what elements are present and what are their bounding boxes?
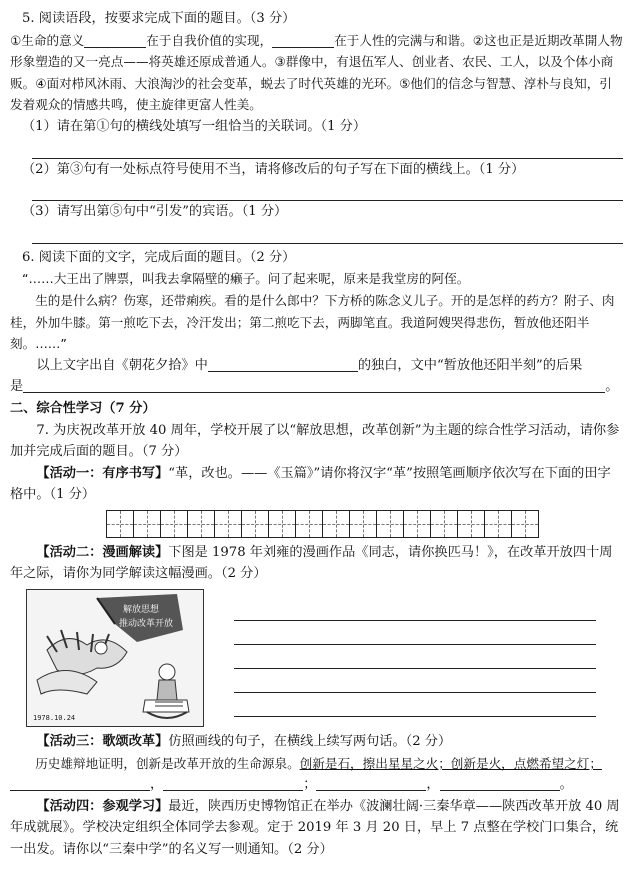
cartoon-drawing (27, 590, 203, 726)
q5-sub1: （1）请在第①句的横线处填写一组恰当的关联词。（1 分） (22, 118, 367, 134)
grid-cell[interactable] (458, 510, 485, 538)
grid-cell[interactable] (106, 510, 134, 538)
cartoon-image (26, 589, 204, 727)
grid-cell[interactable] (215, 510, 242, 538)
cartoon-row (10, 589, 623, 727)
answer-line[interactable] (234, 621, 596, 645)
q5-passage (10, 30, 623, 116)
grid-cell[interactable] (242, 510, 269, 538)
answer-blank[interactable] (84, 32, 146, 48)
grid-cell[interactable] (296, 510, 323, 538)
cartoon-banner-text: 推动改革开放 (119, 619, 174, 630)
answer-blank[interactable] (208, 356, 358, 372)
grid-cell[interactable] (134, 510, 161, 538)
grid-cell[interactable] (323, 510, 350, 538)
activity-3-intro: 历史雄辩地证明，创新是改革开放的生命源泉。 (35, 755, 300, 771)
answer-blank[interactable] (272, 32, 334, 48)
grid-cell[interactable] (512, 510, 539, 538)
q6-heading: 6. 阅读下面的文字，完成后面的题目。（2 分） (22, 249, 296, 265)
q6-question (10, 355, 623, 377)
cartoon-date: 1978.10.24 (33, 714, 76, 723)
grid-cell[interactable] (377, 510, 404, 538)
activity-2-text: 下图是 1978 年刘雍的漫画作品《同志，请你换匹马！》，在改革开放四十周年之际，请你为同学解读这幅漫画。（2 分） (10, 544, 613, 582)
q5-heading: 5. 阅读语段，按要求完成下面的题目。（3 分） (22, 11, 296, 26)
activity-1 (10, 463, 623, 506)
grid-cell[interactable] (485, 510, 512, 538)
q5-sub3: （3）请写出第⑤句中“引发”的宾语。（1 分） (22, 204, 288, 220)
tianzige-grid[interactable] (106, 510, 623, 538)
grid-cell[interactable] (431, 510, 458, 538)
q6-question-part1: 以上文字出自《朝花夕拾》中 (36, 357, 208, 373)
activity-2-label: 【活动二：漫画解读】 (36, 544, 169, 560)
answer-line[interactable] (32, 180, 623, 201)
activity-3-text: 仿照画线的句子，在横线上续写两句话。（2 分） (168, 734, 452, 750)
q6-question-end: 。 (605, 379, 619, 395)
activity-1-label: 【活动一：有序书写】 (36, 465, 169, 481)
activity-3 (10, 731, 623, 753)
activity-3-blanks: ， ； ， 。 (10, 774, 623, 796)
activity-1-text: “革，改也。——《玉篇》”请你将汉字“革”按照笔画顺序依次写在下面的田字格中。（1 分） (10, 465, 611, 503)
q6-question-cont (10, 376, 623, 398)
answer-line[interactable] (32, 138, 623, 159)
answer-blank[interactable] (163, 775, 303, 791)
answer-line[interactable] (234, 693, 596, 717)
activity-4-label: 【活动四：参观学习】 (36, 798, 169, 814)
answer-blank[interactable] (10, 775, 150, 791)
activity-2 (10, 542, 623, 585)
q6-passage-2: 生的是什么病？伤寒，还带痢疾。看的是什么郎中？下方桥的陈念义儿子。开的是怎样的药方？附子、肉桂，外加牛膝。第一煎吃下去，冷汗发出；第二煎吃下去，两脚笔直。我道阿嫂哭得悲伤，暂放他还阳半刻。……” (10, 292, 615, 352)
grid-cell[interactable] (188, 510, 215, 538)
answer-line[interactable] (234, 669, 596, 693)
cartoon-banner-text: 解放思想 (123, 605, 160, 616)
activity-4-text: 最近，陕西历史博物馆正在举办《波澜壮阔·三秦华章——陕西改革开放 40 周年成就展》。学校决定组织全体同学去参观。定于 2019 年 3 月 20 日，早上 7 点整在学校门口集合，统一出发。请你以“三秦中学”的名义写一则通知。（2 分） (10, 798, 620, 858)
q6-passage-1: “……大王出了牌票，叫我去拿隔壁的癞子。问了起来呢，原来是我堂房的阿侄。 (22, 271, 470, 287)
q5-sub2: （2）第③句有一处标点符号使用不当，请将修改后的句子写在下面的横线上。（1 分） (22, 161, 525, 177)
activity-3-model-sentence: 创新是石，擦出星星之火；创新是火，点燃希望之灯； (299, 755, 602, 771)
grid-cell[interactable] (161, 510, 188, 538)
q5-passage-part1: ①生命的意义 (10, 32, 85, 48)
grid-cell[interactable] (404, 510, 431, 538)
grid-cell[interactable] (269, 510, 296, 538)
activity-4 (10, 796, 623, 861)
answer-blank[interactable] (316, 775, 426, 791)
answer-line[interactable] (234, 597, 596, 621)
activity-3-label: 【活动三：歌颂改革】 (36, 734, 169, 750)
section-heading: 二、综合性学习（7 分） (10, 400, 156, 416)
answer-blank[interactable] (23, 377, 605, 393)
q5-passage-part3: 在于人性的完满与和谐。②这也正是近期改革開人物形象塑造的又一亮点——将英雄还原成普通人。③群像中，有退伍军人、创业者、农民、工人，以及个体小商贩。④面对栉风沐雨、大浪淘沙的社会变革，蜕去了时代英雄的光环。⑤他们的信念与智慧、淳朴与良知，引发着观众的情感共鸣，使主旋律更富人性美。 (10, 32, 623, 113)
q6-question-part2: 的独白，文中“暂放他还阳半刻”的后果 (357, 357, 583, 373)
q5-passage-part2: 在于自我价值的实现， (146, 32, 273, 48)
answer-line[interactable] (32, 223, 623, 244)
worksheet-page (10, 8, 623, 861)
q7-heading: 7. 为庆祝改革开放 40 周年，学校开展了以“解放思想，改革创新”为主题的综合性学习活动，请你参加并完成后面的题目。（7 分） (10, 422, 620, 460)
activity-3-passage (10, 753, 623, 775)
answer-blank[interactable] (440, 775, 560, 791)
cartoon-answer-lines (234, 589, 596, 717)
grid-cell[interactable] (350, 510, 377, 538)
answer-line[interactable] (234, 645, 596, 669)
q6-question-part3: 是 (10, 379, 24, 395)
